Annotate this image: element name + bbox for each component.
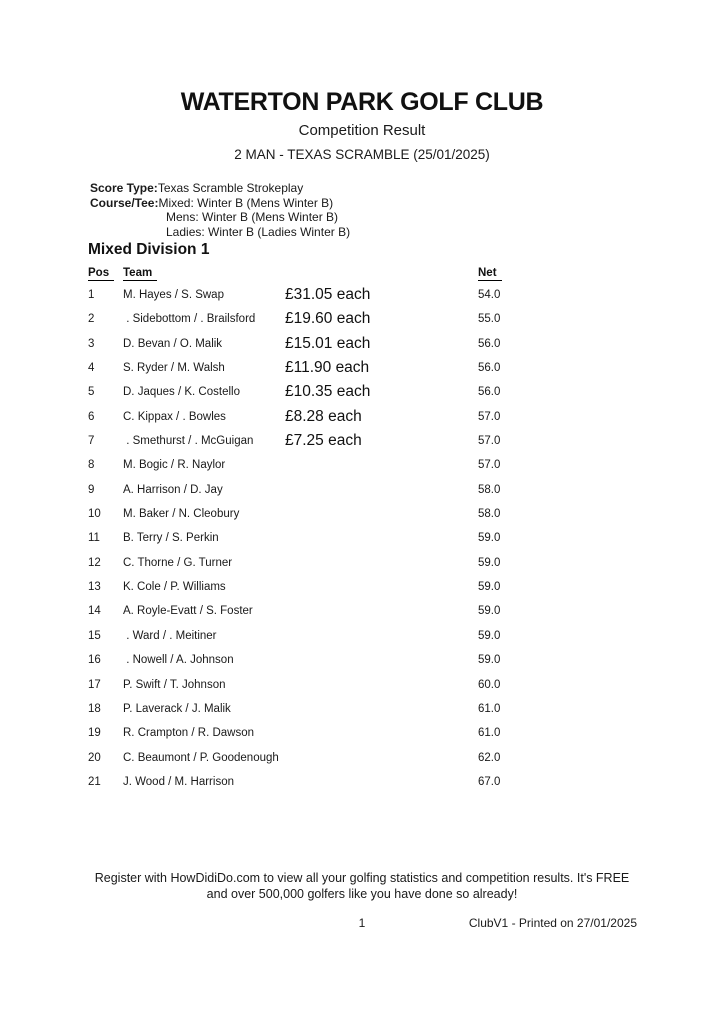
printed-info: ClubV1 - Printed on 27/01/2025 bbox=[468, 916, 637, 930]
results-table-body bbox=[88, 283, 528, 794]
position-cell: 10 bbox=[88, 508, 101, 521]
team-cell: A. Harrison / D. Jay bbox=[123, 483, 223, 496]
position-cell: 12 bbox=[88, 556, 101, 569]
position-cell: 9 bbox=[88, 483, 95, 496]
table-row bbox=[88, 575, 528, 599]
position-cell: 11 bbox=[88, 532, 100, 545]
position-cell: 19 bbox=[88, 727, 101, 740]
net-cell: 56.0 bbox=[478, 362, 501, 375]
team-cell: M. Hayes / S. Swap bbox=[123, 289, 224, 301]
column-header-team: Team bbox=[123, 267, 157, 281]
net-cell: 57.0 bbox=[478, 410, 501, 423]
team-cell: B. Terry / S. Perkin bbox=[123, 532, 219, 545]
score-type-value: Texas Scramble Strokeplay bbox=[157, 181, 304, 195]
net-cell: 57.0 bbox=[478, 435, 501, 448]
prize-cell: £10.35 each bbox=[285, 383, 371, 401]
net-cell: 57.0 bbox=[478, 459, 501, 472]
net-cell: 61.0 bbox=[478, 727, 501, 740]
table-row bbox=[88, 405, 528, 429]
prize-cell: £19.60 each bbox=[285, 310, 371, 328]
table-row bbox=[88, 478, 528, 502]
prize-cell: £8.28 each bbox=[285, 407, 362, 425]
net-cell: 61.0 bbox=[478, 702, 501, 715]
position-cell: 2 bbox=[88, 313, 95, 326]
team-cell: J. Wood / M. Harrison bbox=[123, 775, 234, 788]
footer-bottom bbox=[87, 916, 637, 932]
team-cell: K. Cole / P. Williams bbox=[123, 581, 226, 594]
net-cell: 58.0 bbox=[478, 483, 501, 496]
position-cell: 8 bbox=[88, 459, 95, 472]
table-row bbox=[88, 380, 528, 404]
position-cell: 17 bbox=[88, 678, 101, 691]
table-row bbox=[88, 307, 528, 331]
position-cell: 4 bbox=[88, 362, 95, 375]
position-cell: 6 bbox=[88, 410, 95, 423]
course-tee-label: Course/Tee: bbox=[90, 195, 159, 210]
table-row bbox=[88, 697, 528, 721]
net-cell: 56.0 bbox=[478, 386, 501, 399]
net-cell: 58.0 bbox=[478, 508, 501, 521]
team-cell: D. Bevan / O. Malik bbox=[123, 337, 223, 350]
table-row bbox=[88, 356, 528, 380]
position-cell: 21 bbox=[88, 775, 101, 788]
course-tee-ladies: Ladies: Winter B (Ladies Winter B) bbox=[166, 224, 351, 239]
team-cell: R. Crampton / R. Dawson bbox=[123, 727, 255, 740]
document-subtitle: Competition Result bbox=[298, 122, 426, 139]
table-row bbox=[88, 429, 528, 453]
team-cell: M. Baker / N. Cleobury bbox=[123, 508, 240, 521]
course-tee-mixed: Mixed: Winter B (Mens Winter B) bbox=[158, 195, 334, 210]
division-title: Mixed Division 1 bbox=[88, 241, 210, 258]
team-cell: . Nowell / A. Johnson bbox=[123, 654, 234, 667]
table-row bbox=[88, 721, 528, 745]
net-cell: 55.0 bbox=[478, 313, 501, 326]
table-row bbox=[88, 624, 528, 648]
position-cell: 20 bbox=[88, 751, 101, 764]
results-table-header bbox=[88, 267, 528, 283]
team-cell: P. Laverack / J. Malik bbox=[123, 702, 231, 715]
column-header-net: Net bbox=[478, 267, 502, 281]
net-cell: 59.0 bbox=[478, 581, 501, 594]
position-cell: 1 bbox=[88, 289, 95, 301]
position-cell: 5 bbox=[88, 386, 95, 399]
net-cell: 54.0 bbox=[478, 289, 501, 301]
net-cell: 56.0 bbox=[478, 337, 501, 350]
team-cell: . Sidebottom / . Brailsford bbox=[123, 313, 256, 326]
course-tee-mens: Mens: Winter B (Mens Winter B) bbox=[166, 210, 339, 225]
results-table bbox=[88, 267, 528, 794]
table-row bbox=[88, 673, 528, 697]
net-cell: 59.0 bbox=[478, 556, 501, 569]
team-cell: M. Bogic / R. Naylor bbox=[123, 459, 226, 472]
team-cell: P. Swift / T. Johnson bbox=[123, 678, 226, 691]
course-tee-line bbox=[90, 196, 350, 211]
team-cell: D. Jaques / K. Costello bbox=[123, 386, 240, 399]
column-header-pos: Pos bbox=[88, 267, 114, 281]
register-message-line1: Register with HowDidiDo.com to view all your golfing statistics and competition results. It's FREE bbox=[94, 871, 630, 885]
net-cell: 67.0 bbox=[478, 775, 501, 788]
table-row bbox=[88, 770, 528, 794]
position-cell: 7 bbox=[88, 435, 95, 448]
table-row bbox=[88, 526, 528, 550]
prize-cell: £11.90 each bbox=[285, 359, 370, 377]
register-message-line2: and over 500,000 golfers like you have done so already! bbox=[206, 886, 518, 901]
table-row bbox=[88, 332, 528, 356]
net-cell: 60.0 bbox=[478, 678, 501, 691]
position-cell: 15 bbox=[88, 629, 101, 642]
prize-cell: £7.25 each bbox=[285, 432, 362, 450]
position-cell: 18 bbox=[88, 702, 101, 715]
table-row bbox=[88, 502, 528, 526]
position-cell: 16 bbox=[88, 654, 101, 667]
prize-cell: £31.05 each bbox=[285, 286, 371, 303]
team-cell: S. Ryder / M. Walsh bbox=[123, 362, 225, 375]
club-name-title: WATERTON PARK GOLF CLUB bbox=[180, 88, 544, 116]
position-cell: 13 bbox=[88, 581, 101, 594]
team-cell: C. Beaumont / P. Goodenough bbox=[123, 751, 279, 764]
page-number: 1 bbox=[358, 916, 366, 930]
team-cell: A. Royle-Evatt / S. Foster bbox=[123, 605, 253, 618]
position-cell: 3 bbox=[88, 337, 95, 350]
team-cell: . Ward / . Meitiner bbox=[123, 629, 217, 642]
team-cell: . Smethurst / . McGuigan bbox=[123, 435, 254, 448]
competition-name: 2 MAN - TEXAS SCRAMBLE (25/01/2025) bbox=[234, 147, 490, 162]
team-cell: C. Thorne / G. Turner bbox=[123, 556, 233, 569]
net-cell: 59.0 bbox=[478, 629, 501, 642]
table-row bbox=[88, 551, 528, 575]
score-type-line bbox=[90, 181, 350, 196]
net-cell: 59.0 bbox=[478, 654, 501, 667]
competition-meta bbox=[90, 181, 350, 239]
net-cell: 59.0 bbox=[478, 532, 501, 545]
prize-cell: £15.01 each bbox=[285, 334, 371, 352]
table-row bbox=[88, 648, 528, 672]
net-cell: 59.0 bbox=[478, 605, 501, 618]
net-cell: 62.0 bbox=[478, 751, 501, 764]
table-row bbox=[88, 599, 528, 623]
table-row bbox=[88, 746, 528, 770]
table-row bbox=[88, 453, 528, 477]
team-cell: C. Kippax / . Bowles bbox=[123, 410, 226, 423]
position-cell: 14 bbox=[88, 605, 101, 618]
table-row bbox=[88, 283, 528, 307]
score-type-label: Score Type: bbox=[90, 181, 158, 195]
register-message bbox=[0, 871, 724, 902]
